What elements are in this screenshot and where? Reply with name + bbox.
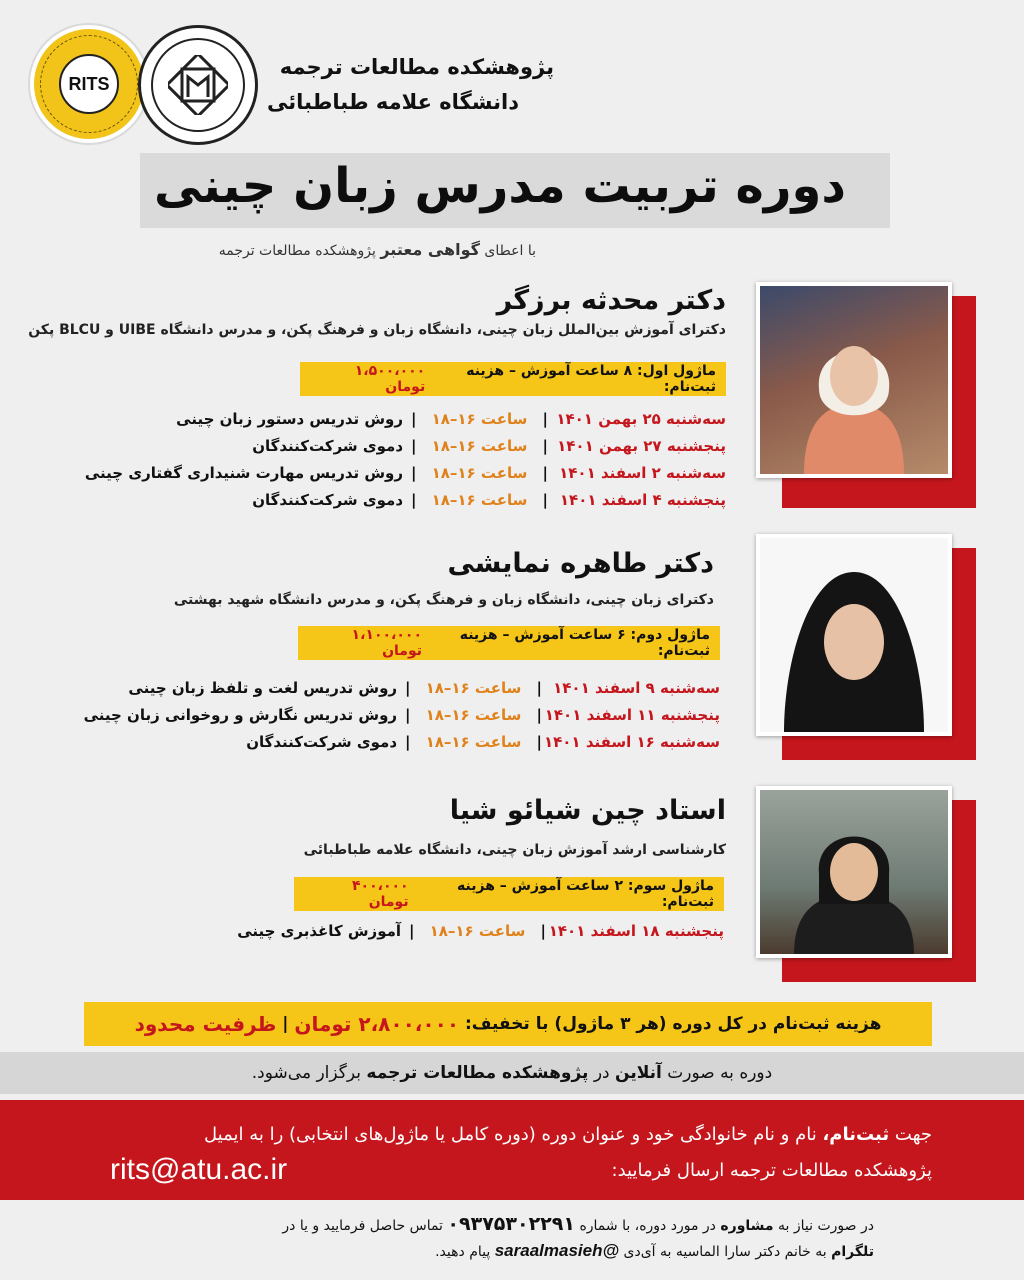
footer-text: در مورد دوره، با شماره	[579, 1218, 716, 1234]
session-row: سه‌شنبه ۱۶ اسفند ۱۴۰۱ | ساعت ۱۶–۱۸ | دموی شرکت‌کنندگان	[246, 732, 720, 751]
register-text: نام و نام خانوادگی خود و عنوان دوره (دوره کامل یا ماژول‌های انتخابی) را به ایمیل	[204, 1124, 817, 1145]
session-time: ساعت ۱۶–۱۸	[431, 409, 528, 428]
instructor-2-photo	[756, 534, 952, 736]
session-date: سه‌شنبه ۱۶ اسفند ۱۴۰۱	[543, 732, 720, 751]
university-name: دانشگاه علامه طباطبائی	[267, 90, 519, 114]
instructor-3-bio: کارشناسی ارشد آموزش زبان چینی، دانشگاه علامه طباطبائی	[303, 842, 726, 858]
register-email-link[interactable]: rits@atu.ac.ir	[110, 1153, 288, 1186]
instructor-2-name: دکتر طاهره نمایشی	[447, 548, 714, 579]
session-row: پنجشنبه ۱۱ اسفند ۱۴۰۱ | ساعت ۱۶–۱۸ | روش تدریس نگارش و روخوانی زبان چینی	[83, 705, 720, 724]
subtitle	[136, 240, 536, 259]
register-line-2: پژوهشکده مطالعات ترجمه ارسال فرمایید:	[611, 1160, 932, 1181]
online-text-3: برگزار می‌شود.	[251, 1063, 361, 1083]
institute-name: پژوهشکده مطالعات ترجمه	[279, 55, 554, 79]
session-row: پنجشنبه ۴ اسفند ۱۴۰۱ | ساعت ۱۶–۱۸ | دموی شرکت‌کنندگان	[252, 490, 726, 509]
online-word: آنلاین	[615, 1063, 662, 1083]
session-time: ساعت ۱۶–۱۸	[431, 436, 528, 455]
page-title: دوره تربیت مدرس زبان چینی	[154, 158, 846, 214]
session-time: ساعت ۱۶–۱۸	[431, 490, 528, 509]
total-fee-prefix: هزینه ثبت‌نام در کل دوره (هر ۳ ماژول) با	[535, 1014, 882, 1034]
instructor-2-bio: دکترای زبان چینی، دانشگاه زبان و فرهنگ پکن، و مدرس دانشگاه شهید بهشتی	[173, 592, 714, 608]
footer-telegram: تلگرام	[831, 1244, 874, 1260]
session-date: سه‌شنبه ۲ اسفند ۱۴۰۱	[559, 463, 726, 482]
module-3-fee: ۴۰۰،۰۰۰ تومان	[352, 878, 409, 910]
session-date: پنجشنبه ۴ اسفند ۱۴۰۱	[559, 490, 726, 509]
footer-consult: مشاوره	[720, 1218, 774, 1234]
total-fee-strip	[84, 1002, 932, 1046]
instructor-1-photo	[756, 282, 952, 478]
session-time: ساعت ۱۶–۱۸	[425, 732, 522, 751]
session-time: ساعت ۱۶–۱۸	[431, 463, 528, 482]
subtitle-bold: گواهی معتبر	[380, 240, 480, 259]
session-topic: دموی شرکت‌کنندگان	[252, 490, 404, 509]
session-topic: روش تدریس نگارش و روخوانی زبان چینی	[83, 705, 398, 724]
module-1-bar	[300, 362, 726, 396]
session-topic: روش تدریس دستور زبان چینی	[176, 409, 404, 428]
online-text-1: دوره به صورت	[667, 1063, 773, 1083]
module-3-bar	[294, 877, 724, 911]
capacity-note: ظرفیت محدود	[134, 1012, 277, 1036]
rits-logo-text: RITS	[59, 54, 119, 114]
register-line-1	[82, 1124, 932, 1145]
module-1-label: ماژول اول: ۸ ساعت آموزش – هزینه ثبت‌نام:	[466, 363, 716, 395]
instructor-1-bio: دکترای آموزش بین‌الملل زبان چینی، دانشگاه زبان و فرهنگ پکن، و مدرس دانشگاه UIBE و BLCU پکن	[28, 322, 726, 338]
total-fee-amount: ۲،۸۰۰،۰۰۰ تومان	[294, 1012, 460, 1036]
session-topic: روش تدریس لغت و تلفظ زبان چینی	[128, 678, 398, 697]
online-text-2: در	[593, 1063, 610, 1083]
module-2-bar	[298, 626, 720, 660]
session-time: ساعت ۱۶–۱۸	[429, 921, 526, 940]
telegram-id-link[interactable]: @saraalmasieh	[494, 1241, 620, 1260]
session-topic: آموزش کاغذبری چینی	[237, 921, 402, 940]
session-date: پنجشنبه ۲۷ بهمن ۱۴۰۱	[557, 436, 726, 455]
footer-text: در صورت نیاز به	[778, 1218, 874, 1234]
session-time: ساعت ۱۶–۱۸	[425, 678, 522, 697]
schedule-1	[6, 405, 726, 513]
online-strip	[0, 1052, 1024, 1094]
rits-logo	[30, 25, 148, 143]
module-1-fee: ۱،۵۰۰،۰۰۰ تومان	[354, 363, 426, 395]
footer-line-1	[114, 1213, 874, 1235]
footer-text: به خانم دکتر سارا الماسیه به آی‌دی	[623, 1244, 827, 1260]
session-row: سه‌شنبه ۲۵ بهمن ۱۴۰۱ | ساعت ۱۶–۱۸ | روش تدریس دستور زبان چینی	[176, 409, 726, 428]
schedule-3	[4, 917, 724, 944]
person-photo-icon	[764, 794, 944, 954]
module-3-label: ماژول سوم: ۲ ساعت آموزش – هزینه ثبت‌نام:	[457, 878, 714, 910]
instructor-3-name: استاد چین شیائو شیا	[449, 795, 726, 826]
register-word: ثبت‌نام،	[822, 1124, 890, 1145]
session-topic: روش تدریس مهارت شنیداری گفتاری چینی	[84, 463, 404, 482]
phone-number-link[interactable]: ۰۹۳۷۵۳۰۲۲۹۱	[447, 1213, 575, 1235]
session-row: سه‌شنبه ۲ اسفند ۱۴۰۱ | ساعت ۱۶–۱۸ | روش تدریس مهارت شنیداری گفتاری چینی	[84, 463, 726, 482]
session-date: پنجشنبه ۱۱ اسفند ۱۴۰۱	[544, 705, 720, 724]
instructor-3-photo	[756, 786, 952, 958]
session-row: پنجشنبه ۲۷ بهمن ۱۴۰۱ | ساعت ۱۶–۱۸ | دموی شرکت‌کنندگان	[252, 436, 726, 455]
module-2-fee: ۱،۱۰۰،۰۰۰ تومان	[351, 627, 422, 659]
session-topic: دموی شرکت‌کنندگان	[252, 436, 404, 455]
session-date: سه‌شنبه ۹ اسفند ۱۴۰۱	[553, 678, 720, 697]
instructor-1-name: دکتر محدثه برزگر	[496, 285, 726, 316]
subtitle-prefix: با اعطای	[484, 243, 536, 259]
fee-separator: |	[282, 1014, 289, 1034]
register-prefix: جهت	[894, 1124, 932, 1145]
person-photo-icon	[764, 542, 944, 732]
footer-line-2	[114, 1241, 874, 1261]
module-2-label: ماژول دوم: ۶ ساعت آموزش – هزینه ثبت‌نام:	[459, 627, 710, 659]
discount-word: تخفیف:	[464, 1014, 530, 1034]
session-date: سه‌شنبه ۲۵ بهمن ۱۴۰۱	[556, 409, 726, 428]
online-institute: پژوهشکده مطالعات ترجمه	[366, 1063, 589, 1083]
session-topic: دموی شرکت‌کنندگان	[246, 732, 398, 751]
schedule-2	[0, 674, 720, 755]
session-date: پنجشنبه ۱۸ اسفند ۱۴۰۱	[548, 921, 724, 940]
person-photo-icon	[764, 294, 944, 474]
footer-text: پیام دهید.	[435, 1244, 491, 1260]
subtitle-suffix: پژوهشکده مطالعات ترجمه	[218, 243, 376, 259]
session-row: سه‌شنبه ۹ اسفند ۱۴۰۱ | ساعت ۱۶–۱۸ | روش تدریس لغت و تلفظ زبان چینی	[128, 678, 720, 697]
atu-logo	[138, 25, 258, 145]
session-row: پنجشنبه ۱۸ اسفند ۱۴۰۱ | ساعت ۱۶–۱۸ | آموزش کاغذبری چینی	[237, 921, 724, 940]
session-time: ساعت ۱۶–۱۸	[425, 705, 522, 724]
footer-text: تماس حاصل فرمایید و یا در	[282, 1218, 443, 1234]
